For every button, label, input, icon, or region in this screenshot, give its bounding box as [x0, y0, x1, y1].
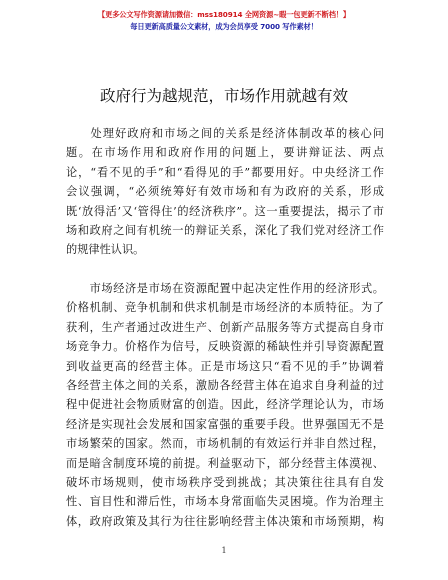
text-line: 处理好政府和市场之间的关系是经济体制改革的核心问: [66, 127, 384, 140]
text-line: 各经营主体之间的关系，激励各经营主体在追求自身利益的过: [66, 379, 384, 392]
text-line: 既‘放得活’又‘管得住’的经济秩序”。这一重要提法，揭示了市: [66, 204, 384, 218]
text-line: 论，“看不见的手”和“看得见的手”都要用好。中央经济工作: [66, 165, 384, 179]
text-line: 经济是实现社会发展和国家富强的重要手段。世界强国无不是: [66, 417, 384, 431]
text-line: 的规律性认识。: [66, 243, 145, 257]
promo-banner-line-2: 每日更新高质量公文素材，成为会员享受 7000 写作素材！: [130, 22, 318, 31]
text-line: 场竞争力。价格作为信号，反映资源的稀缺性并引导资源配置: [66, 340, 384, 354]
text-line: 场和政府之间有机统一的辩证关系，深化了我们党对经济工作: [66, 224, 384, 237]
text-line: 而是暗含制度环境的前提。利益驱动下，部分经营主体漠视、: [66, 456, 384, 470]
document-title: 政府行为越规范，市场作用就越有效: [99, 87, 348, 105]
text-line: 价格机制、竞争机制和供求机制是市场经济的本质特征。为了: [66, 301, 384, 315]
promo-banner-line-1: 【更多公文写作资源请加微信：mss180914 全网资源~暇一包更新不断档！】: [98, 10, 350, 19]
text-line: 市场繁荣的国家。然而，市场机制的有效运行并非自然过程，: [66, 437, 384, 451]
text-line: 题。在市场作用和政府作用的问题上，要讲辩证法、两点: [66, 146, 384, 160]
text-line: 性、盲目性和滞后性，市场本身常面临失灵困境。作为治理主: [66, 495, 384, 509]
text-line: 获利，生产者通过改进生产、创新产品服务等方式提高自身市: [66, 320, 384, 334]
text-line: 市场经济是市场在资源配置中起决定性作用的经济形式。: [66, 282, 384, 295]
text-line: 体，政府政策及其行为往往影响经营主体决策和市场预期，构: [66, 514, 384, 528]
text-line: 程中促进社会物质财富的创造。因此，经济学理论认为，市场: [66, 398, 384, 412]
text-line: 会议强调，“必须统筹好有效市场和有为政府的关系，形成: [66, 185, 384, 199]
text-line: 破坏市场规则，使市场秩序受到挑战；其决策往往具有自发: [66, 476, 384, 489]
page-number: 1: [221, 546, 227, 555]
text-line: 到收益更高的经营主体。正是市场这只“看不见的手”协调着: [66, 359, 384, 373]
